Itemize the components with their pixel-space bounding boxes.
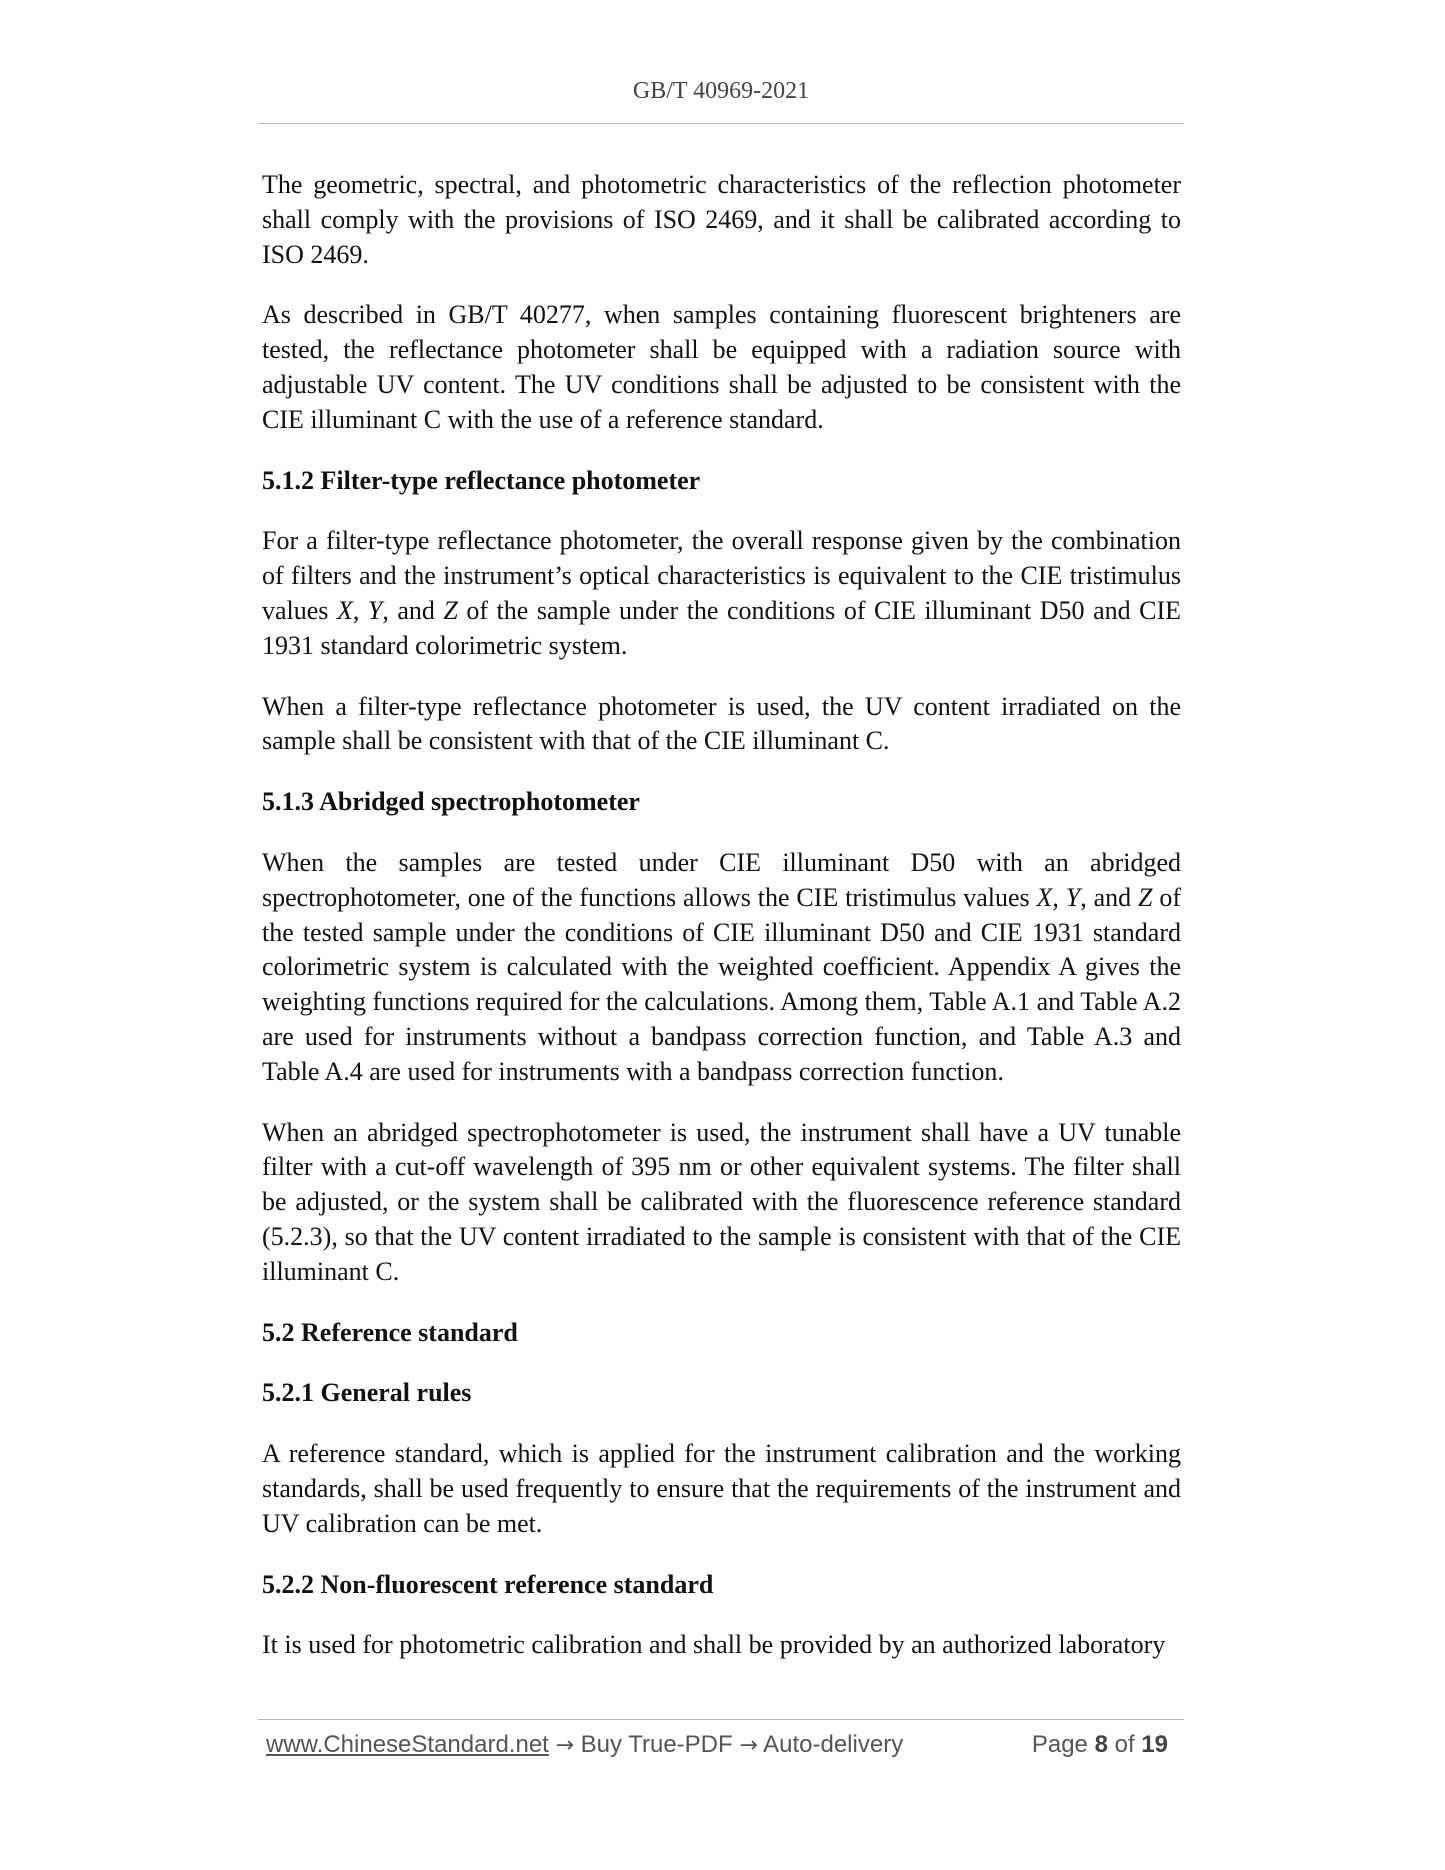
page-current: 8	[1094, 1731, 1108, 1758]
text-run: When the samples are tested under CIE illuminant D50 with an abridged spectrophotometer, one of the functions allows the CIE tristimulus values	[262, 847, 1181, 912]
text-run: of the tested sample under the conditions of CIE illuminant D50 and CIE 1931 standard colorimetric system is calculated with the weighted coefficient. Appendix A gives the weighting functions required for the calculations. Among them, Table A.1 and Table A.2 are used for instruments without a bandpass correction function, and Table A.3 and Table A.4 are used for instruments with a bandpass correction function.	[262, 882, 1182, 1086]
text-run: , and	[382, 595, 444, 625]
auto-delivery-text: Auto-delivery	[763, 1731, 904, 1758]
text-run: , and	[1080, 882, 1139, 912]
symbol-z: Z	[443, 595, 458, 625]
document-body	[262, 168, 1181, 1663]
symbol-z: Z	[1138, 882, 1153, 912]
page-total: 19	[1141, 1731, 1168, 1758]
symbol-x: X	[1036, 882, 1053, 912]
symbol-y: Y	[1065, 882, 1081, 912]
text-run: ,	[1052, 882, 1066, 912]
heading-5-1-3: 5.1.3 Abridged spectrophotometer	[262, 787, 640, 817]
heading-5-1-2: 5.1.2 Filter-type reflectance photometer	[262, 465, 701, 495]
page-footer	[266, 1731, 1180, 1765]
paragraph-uv-content: As described in GB/T 40277, when samples containing fluorescent brighteners are tested, the reflectance photometer shall be equipped with a radiation source with adjustable UV content. The UV conditions shall be adjusted to be consistent with the CIE illuminant C with the use of a reference standard.	[262, 300, 1181, 434]
page-label: Page	[1031, 1731, 1088, 1758]
symbol-x: X	[336, 595, 353, 625]
heading-5-2-2: 5.2.2 Non-fluorescent reference standard	[262, 1569, 714, 1599]
page-header: GB/T 40969-2021	[632, 78, 810, 104]
paragraph-abridged-spectrophotometer	[262, 846, 1181, 1090]
paragraph-reference-standard-rules: A reference standard, which is applied for the instrument calibration and the working standards, shall be used frequently to ensure that the requirements of the instrument and UV calibration can be met.	[262, 1439, 1181, 1538]
heading-5-2-1: 5.2.1 General rules	[262, 1378, 472, 1408]
footer-divider	[258, 1719, 1184, 1720]
paragraph-non-fluorescent-standard: It is used for photometric calibration and shall be provided by an authorized laboratory	[262, 1630, 1166, 1660]
arrow-right-icon: →	[555, 1733, 574, 1758]
buy-pdf-text: Buy True-PDF	[580, 1731, 733, 1758]
arrow-right-icon: →	[739, 1733, 758, 1758]
page-number	[1032, 1731, 1168, 1759]
header-divider	[258, 123, 1184, 124]
paragraph-filter-type-response	[262, 524, 1181, 663]
text-run: of the sample under the conditions of CIE illuminant D50 and CIE 1931 standard colorimetric system.	[262, 595, 1182, 660]
symbol-y: Y	[367, 595, 383, 625]
footer-promo	[266, 1731, 903, 1759]
text-run: For a filter-type reflectance photometer, the overall response given by the combination of filters and the instrument’s optical characteristics is equivalent to the CIE tristimulus values	[262, 526, 1181, 625]
of-label: of	[1114, 1731, 1135, 1758]
paragraph-filter-type-uv: When a filter-type reflectance photometer is used, the UV content irradiated on the sample shall be consistent with that of the CIE illuminant C.	[262, 691, 1181, 756]
paragraph-uv-tunable-filter: When an abridged spectrophotometer is used, the instrument shall have a UV tunable filter with a cut-off wavelength of 395 nm or other equivalent systems. The filter shall be adjusted, or the system shall be calibrated with the fluorescence reference standard (5.2.3), so that the UV content irradiated to the sample is consistent with that of the CIE illuminant C.	[262, 1117, 1181, 1286]
paragraph-photometer-characteristics: The geometric, spectral, and photometric characteristics of the reflection photometer shall comply with the provisions of ISO 2469, and it shall be calibrated according to ISO 2469.	[262, 170, 1181, 269]
site-link[interactable]: www.ChineseStandard.net	[266, 1731, 549, 1758]
heading-5-2: 5.2 Reference standard	[262, 1317, 518, 1347]
text-run: ,	[352, 595, 368, 625]
